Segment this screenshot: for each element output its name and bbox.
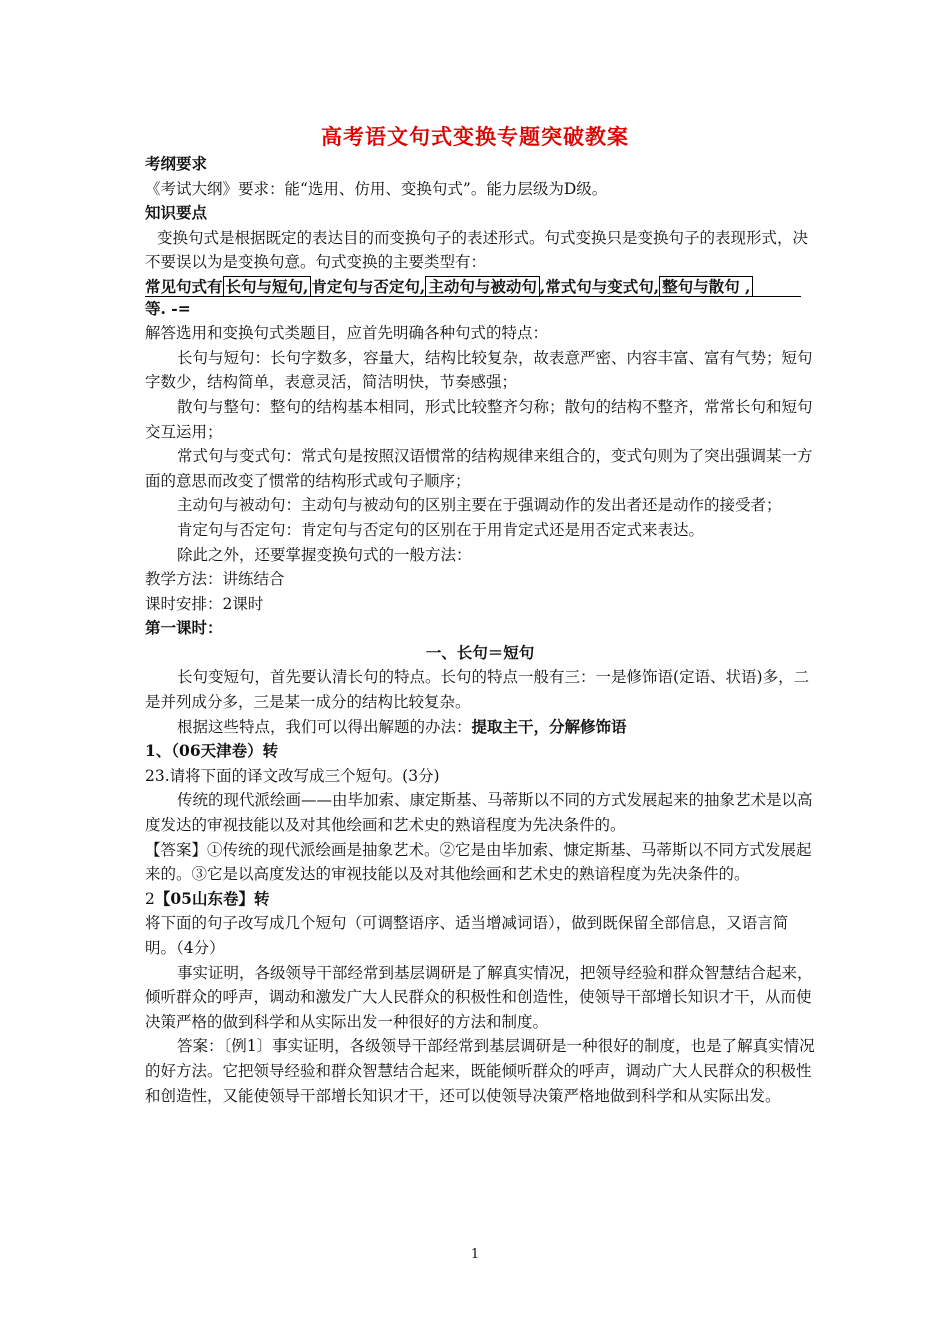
q2-passage: 事实证明，各级领导干部经常到基层调研是了解真实情况，把领导经验和群众智慧结合起来，倾听群众的呼声，调动和激发广大人民群众的积极性和创造性，使领导干部增长知识才干，从而使决策严格的做到科学和从实际出发一种很好的方法和制度。 <box>145 963 813 1031</box>
q1-passage: 传统的现代派绘画——由毕加索、康定斯基、马蒂斯以不同的方式发展起来的抽象艺术是以高度发达的审视技能以及对其他绘画和艺术史的熟谙程度为先决条件的。 <box>145 791 813 835</box>
type-normal-variant: ,常式句与变式句, <box>539 276 660 296</box>
q1-label: 1、（06天津卷）转 <box>145 741 279 761</box>
part-one-heading: 一、长句＝短句 <box>425 642 535 662</box>
zhishi-intro: 变换句式是根据既定的表达目的而变换句子的表述形式。句式变换只是变换句子的表现形式，决不要误以为是变换句意。句式变换的主要类型有： <box>145 228 809 272</box>
type-long-short: 长句与短句, <box>223 276 312 297</box>
feature-extra: 除此之外，还要掌握变换句式的一般方法： <box>177 545 472 564</box>
part-one-p1: 长句变短句，首先要认清长句的特点。长句的特点一般有三：一是修饰语(定语、状语)多，二是并列成分多，三是某一成分的结构比较复杂。 <box>145 668 810 712</box>
feature-active-passive: 主动句与被动句：主动句与被动句的区别主要在于强调动作的发出者还是动作的接受者； <box>177 496 782 515</box>
kaogang-text: 《考试大纲》要求：能“选用、仿用、变换句式”。能力层级为D级。 <box>145 179 608 198</box>
types-prefix: 常见句式有 <box>145 276 223 296</box>
feature-positive-negative: 肯定句与否定句：肯定句与否定句的区别在于用肯定式还是用否定式来表达。 <box>177 520 705 539</box>
section-heading-zhishi: 知识要点 <box>145 203 208 223</box>
part-one-p2-method: 提取主干，分解修饰语 <box>471 716 627 736</box>
q2-answer: 答案：〔例1〕事实证明，各级领导干部经常到基层调研是一种很好的制度，也是了解真实情况的好方法。它把领导经验和群众智慧结合起来，既能倾听群众的呼声，调动广大人民群众的积极性和创造性，又能使领导干部增长知识才干，还可以使领导决策严格地做到科学和从实际出发。 <box>145 1037 815 1105</box>
feature-long-short: 长句与短句：长句字数多，容量大，结构比较复杂，故表意严密、内容丰富、富有气势；短句字数少，结构简单，表意灵活，简洁明快，节奏感强； <box>145 348 813 392</box>
types-suffix: 等. -= <box>145 298 191 318</box>
q2-question: 将下面的句子改写成几个短句（可调整语序、适当增减词语），做到既保留全部信息，又语言简明。（4分） <box>145 914 789 957</box>
section-heading-kaogang: 考纲要求 <box>145 154 208 173</box>
type-positive-negative: 肯定句与否定句, <box>311 276 426 296</box>
lesson-one-heading: 第一课时： <box>145 618 223 638</box>
type-active-passive: 主动句与被动句 <box>425 276 540 297</box>
answer-lead: 解答选用和变换句式类题目，应首先明确各种句式的特点： <box>145 324 549 343</box>
q2-label-source: 【05山东卷】转 <box>154 888 270 908</box>
sentence-types-line <box>145 275 815 297</box>
document-body <box>145 152 815 1108</box>
q2-label-number: 2 <box>145 889 155 908</box>
feature-normal-variant: 常式句与变式句：常式句是按照汉语惯常的结构规律来组合的，变式句则为了突出强调某一方面的意思而改变了惯常的结构形式或句子顺序； <box>145 447 813 490</box>
type-whole-loose: 整句与散句 , <box>659 276 753 297</box>
teaching-method: 教学方法：讲练结合 <box>145 570 285 589</box>
page-number: 1 <box>470 1247 480 1262</box>
feature-loose-whole: 散句与整句：整句的结构基本相同，形式比较整齐匀称；散句的结构不整齐，常常长句和短句交互运用； <box>145 397 813 441</box>
part-one-p2-text: 根据这些特点，我们可以得出解题的办法： <box>177 717 472 736</box>
q1-answer: 【答案】①传统的现代派绘画是抽象艺术。②它是由毕加索、慷定斯基、马蒂斯以不同方式发展起来的。③它是以高度发达的审视技能以及对其他绘画和艺术史的熟谙程度为先决条件的。 <box>145 840 812 884</box>
q1-question: 23.请将下面的译文改写成三个短句。(3分) <box>145 766 440 785</box>
class-schedule: 课时安排：2课时 <box>145 594 264 613</box>
document-title: 高考语文句式变换专题突破教案 <box>321 124 629 149</box>
part-one-p2 <box>145 715 815 740</box>
q2-label <box>145 887 815 912</box>
